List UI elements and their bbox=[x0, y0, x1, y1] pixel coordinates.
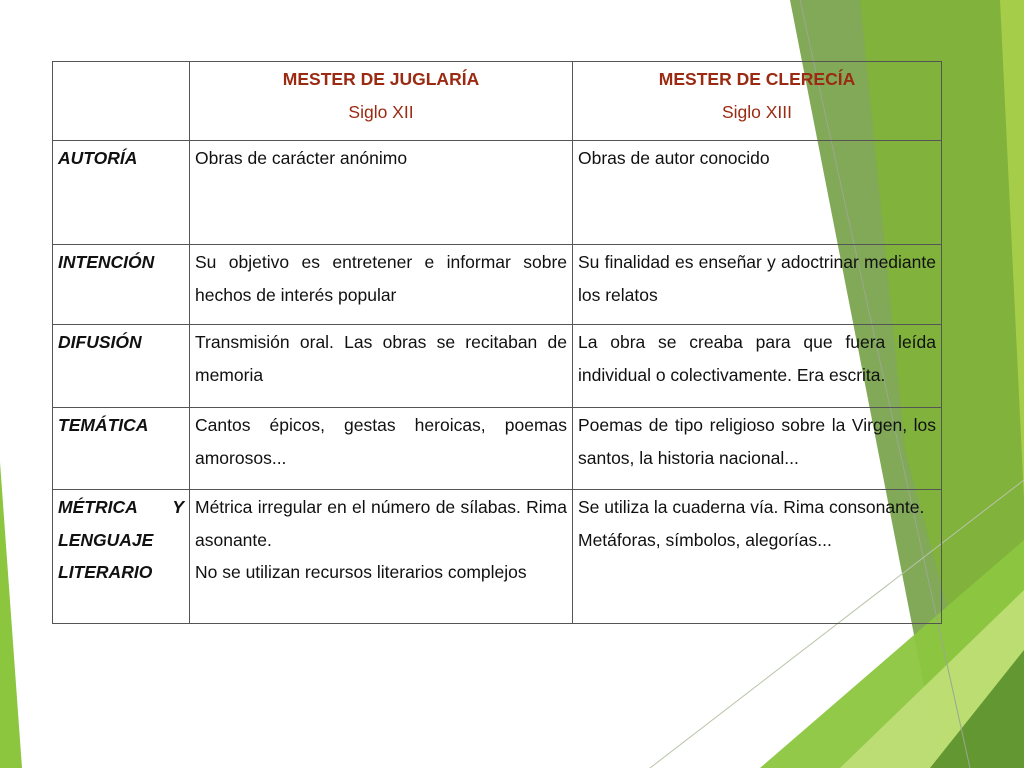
cell-juglaria-metrica bbox=[190, 490, 573, 624]
cell-clerecia-metrica bbox=[573, 490, 942, 624]
cell-juglaria-difusion: Transmisión oral. Las obras se recitaban de memoria bbox=[190, 325, 573, 408]
juglaria-metrica-line-1: Métrica irregular en el número de sílabas. Rima asonante. bbox=[195, 497, 567, 550]
header-clerecia bbox=[573, 62, 942, 141]
row-label-tematica: TEMÁTICA bbox=[53, 408, 190, 490]
row-label-metrica: MÉTRICA Y LENGUAJE LITERARIO bbox=[53, 490, 190, 624]
table-row bbox=[53, 490, 942, 624]
table-row bbox=[53, 141, 942, 245]
cell-clerecia-difusion: La obra se creaba para que fuera leída individual o colectivamente. Era escrita. bbox=[573, 325, 942, 408]
juglaria-century: Siglo XII bbox=[348, 101, 414, 122]
cell-juglaria-tematica: Cantos épicos, gestas heroicas, poemas amorosos... bbox=[190, 408, 573, 490]
header-empty-cell bbox=[53, 62, 190, 141]
clerecia-title: MESTER DE CLERECÍA bbox=[658, 69, 856, 89]
row-label-difusion: DIFUSIÓN bbox=[53, 325, 190, 408]
juglaria-metrica-line-2: No se utilizan recursos literarios complejos bbox=[195, 562, 527, 582]
cell-juglaria-intencion: Su objetivo es entretener e informar sobre hechos de interés popular bbox=[190, 245, 573, 325]
cell-juglaria-autoria: Obras de carácter anónimo bbox=[190, 141, 573, 245]
table-row bbox=[53, 408, 942, 490]
row-label-intencion: INTENCIÓN bbox=[53, 245, 190, 325]
cell-clerecia-tematica: Poemas de tipo religioso sobre la Virgen, los santos, la historia nacional... bbox=[573, 408, 942, 490]
clerecia-century: Siglo XIII bbox=[721, 101, 793, 122]
clerecia-metrica-line-1: Se utiliza la cuaderna vía. Rima consonante. bbox=[578, 497, 925, 517]
clerecia-metrica-line-2: Metáforas, símbolos, alegorías... bbox=[578, 529, 832, 550]
header-juglaria bbox=[190, 62, 573, 141]
cell-clerecia-intencion: Su finalidad es enseñar y adoctrinar mediante los relatos bbox=[573, 245, 942, 325]
juglaria-title: MESTER DE JUGLARÍA bbox=[282, 69, 480, 89]
table-row bbox=[53, 245, 942, 325]
comparison-table bbox=[52, 61, 942, 624]
cell-clerecia-autoria: Obras de autor conocido bbox=[573, 141, 942, 245]
table-row bbox=[53, 325, 942, 408]
header-row bbox=[53, 62, 942, 141]
row-label-autoria: AUTORÍA bbox=[53, 141, 190, 245]
left-green-band bbox=[0, 462, 22, 768]
